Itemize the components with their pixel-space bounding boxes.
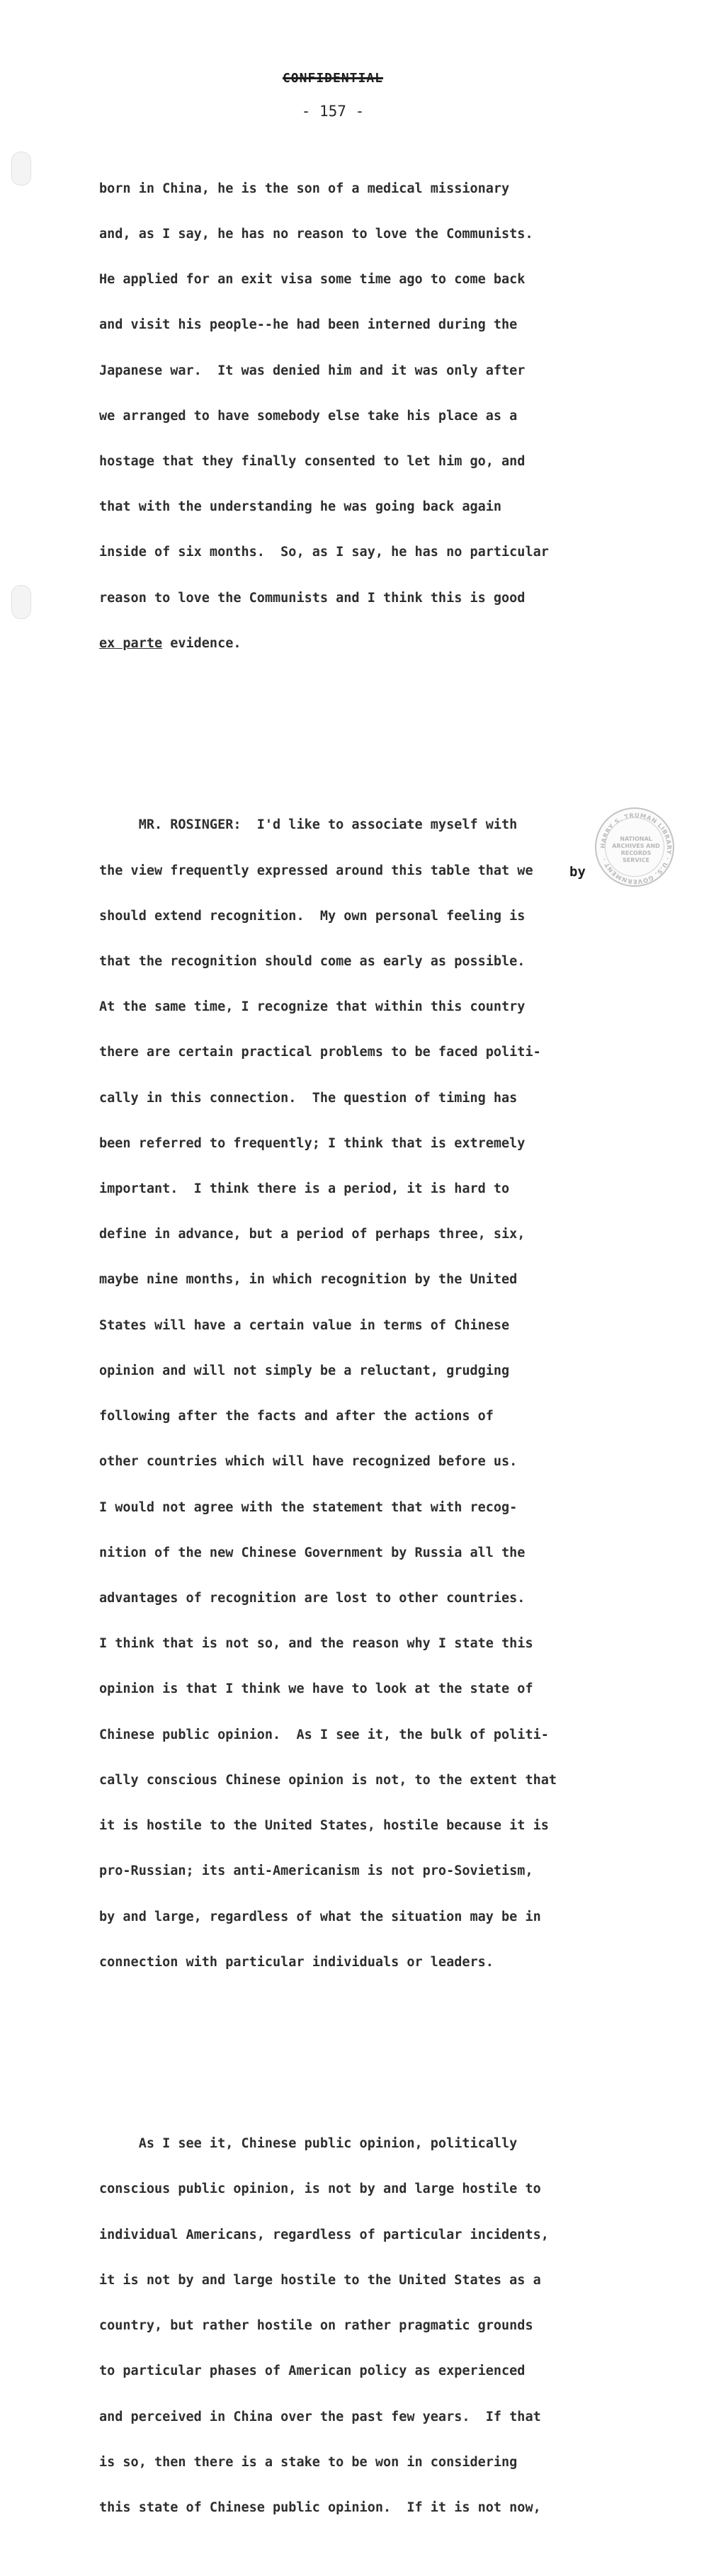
stamp-line: RECORDS bbox=[620, 850, 652, 856]
text-line: connection with particular individuals or leaders. bbox=[99, 1954, 494, 1970]
text-line: should extend recognition. My own personal feeling is bbox=[99, 908, 526, 924]
document-body bbox=[99, 120, 637, 2576]
text-line-last bbox=[99, 636, 637, 651]
text-line: advantages of recognition are lost to other countries. bbox=[99, 1591, 526, 1606]
text-line: opinion and will not simply be a reluctant, grudging bbox=[99, 1363, 510, 1378]
text-line: reason to love the Communists and I think this is good bbox=[99, 590, 526, 606]
text-line: important. I think there is a period, it is hard to bbox=[99, 1181, 510, 1197]
text-line: and perceived in China over the past few years. If that bbox=[99, 2409, 541, 2424]
stamp-ring-text: HARRY S. TRUMAN LIBRARY · U.S. GOVERNMENT · bbox=[599, 812, 673, 885]
text-line: As I see it, Chinese public opinion, politically bbox=[99, 2136, 518, 2152]
text-line: this state of Chinese public opinion. If it is not now, bbox=[99, 2500, 541, 2515]
text-line: and visit his people--he had been interned during the bbox=[99, 317, 518, 333]
text-line: Chinese public opinion. As I see it, the bulk of politi- bbox=[99, 1727, 549, 1742]
text-line: and, as I say, he has no reason to love the Communists. bbox=[99, 226, 533, 242]
text-line: inside of six months. So, as I say, he has no particular bbox=[99, 545, 549, 560]
stamp-center-text bbox=[596, 836, 676, 864]
paragraph-2 bbox=[99, 787, 637, 2000]
stamp-line: NATIONAL bbox=[620, 836, 652, 842]
text-line: that with the understanding he was going back again bbox=[99, 499, 502, 515]
text-line: been referred to frequently; I think that is extremely bbox=[99, 1135, 526, 1151]
text-line: other countries which will have recognized before us. bbox=[99, 1454, 518, 1470]
text-line: individual Americans, regardless of particular incidents, bbox=[99, 2227, 549, 2242]
text-line: opinion is that I think we have to look at the state of bbox=[99, 1681, 533, 1697]
punch-hole-bottom bbox=[11, 585, 31, 619]
paragraph-gap bbox=[99, 727, 637, 742]
text-line: that the recognition should come as early as possible. bbox=[99, 953, 526, 969]
punch-hole-top bbox=[11, 152, 31, 186]
text-fragment: evidence. bbox=[162, 635, 242, 651]
stamp-line: ARCHIVES AND bbox=[612, 843, 660, 849]
text-line: maybe nine months, in which recognition by the United bbox=[99, 1272, 518, 1288]
text-line: MR. ROSINGER: I'd like to associate myself with bbox=[99, 817, 518, 833]
text-line: it is not by and large hostile to the United States as a bbox=[99, 2272, 541, 2288]
paragraph-gap bbox=[99, 2046, 637, 2060]
classification-marking: CONFIDENTIAL bbox=[282, 71, 384, 86]
text-line: pro-Russian; its anti-Americanism is not pro-Sovietism, bbox=[99, 1863, 533, 1879]
text-line: we arranged to have somebody else take his place as a bbox=[99, 408, 518, 424]
text-line: I would not agree with the statement that with recog- bbox=[99, 1499, 518, 1515]
text-line: hostage that they finally consented to let him go, and bbox=[99, 453, 526, 469]
latin-phrase: ex parte bbox=[99, 635, 163, 651]
page-number: - 157 - bbox=[301, 103, 365, 120]
text-line: the view frequently expressed around this table that we bbox=[99, 863, 533, 878]
text-line: country, but rather hostile on rather pragmatic grounds bbox=[99, 2318, 533, 2334]
paragraph-1 bbox=[99, 151, 637, 681]
text-line: cally conscious Chinese opinion is not, to the extent that bbox=[99, 1772, 557, 1788]
text-line: Japanese war. It was denied him and it was only after bbox=[99, 363, 526, 378]
text-line: He applied for an exit visa some time ago to come back bbox=[99, 272, 526, 288]
text-line: there are certain practical problems to be faced politi- bbox=[99, 1045, 541, 1060]
text-line: define in advance, but a period of perhaps three, six, bbox=[99, 1227, 526, 1242]
text-line: born in China, he is the son of a medical missionary bbox=[99, 181, 510, 196]
text-line: following after the facts and after the actions of bbox=[99, 1409, 494, 1424]
text-line: to particular phases of American policy as experienced bbox=[99, 2364, 526, 2379]
text-line: cally in this connection. The question of timing has bbox=[99, 1090, 518, 1106]
archive-stamp bbox=[595, 807, 674, 887]
text-line: I think that is not so, and the reason why I state this bbox=[99, 1636, 533, 1652]
stamp-line: SERVICE bbox=[623, 857, 649, 863]
text-line: At the same time, I recognize that within this country bbox=[99, 999, 526, 1015]
text-line: nition of the new Chinese Government by Russia all the bbox=[99, 1545, 526, 1560]
text-line: it is hostile to the United States, hostile because it is bbox=[99, 1818, 549, 1834]
text-line: is so, then there is a stake to be won in considering bbox=[99, 2454, 518, 2470]
text-line: conscious public opinion, is not by and large hostile to bbox=[99, 2181, 541, 2197]
paragraph-3 bbox=[99, 2106, 637, 2546]
text-line: by and large, regardless of what the situation may be in bbox=[99, 1909, 541, 1924]
catchword: by bbox=[569, 864, 586, 880]
text-line: States will have a certain value in terms of Chinese bbox=[99, 1317, 510, 1333]
